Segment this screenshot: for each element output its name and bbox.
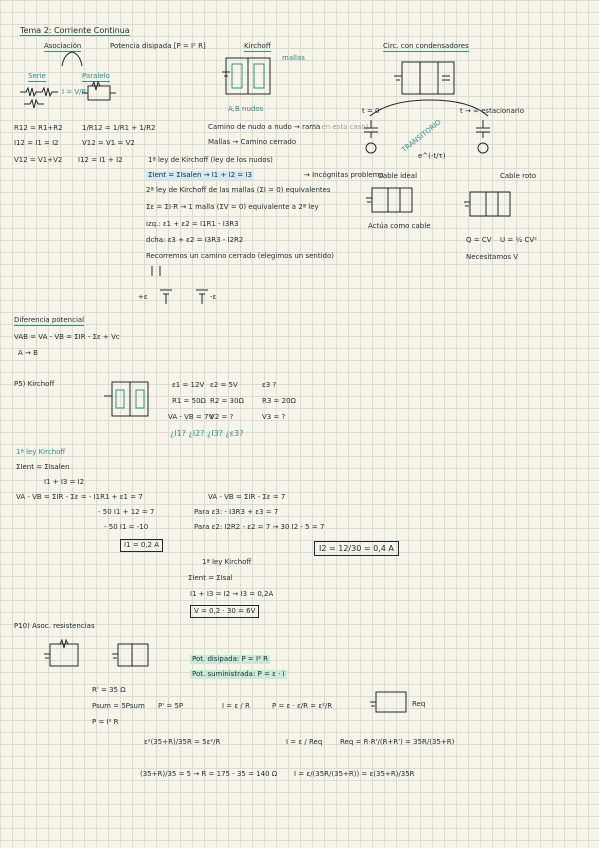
exp-label: e^(-t/τ) [418,152,446,160]
sol-step1: - 50 I1 + 12 = 7 [98,508,155,516]
sign-positive: +ε [138,293,148,301]
kirchoff-circuit-diagram [218,52,280,102]
ley1-title: 1ª ley de Kirchoff (ley de los nudos) [148,156,273,164]
sol-para-e3: Para ε3: - I3R3 + ε3 = 7 [194,508,279,516]
capacitor-circuit-diagram [392,58,464,100]
tinf-label: t → ∞ estacionario [460,107,525,115]
ley2-eq: Σε = ΣI·R → 1 malla (ΣV = 0) equivalente a 2ª ley [146,203,319,211]
recorrer-note: Recorremos un camino cerrado (elegimos un sentido) [146,252,335,260]
diferencia-dir: A → B [18,349,38,357]
p10-req-label: Req [412,700,426,708]
p5-e3: ε3 ? [262,381,277,389]
p5-circuit-diagram [100,376,154,424]
p10-i-final: I = ε/(35R/(35+R)) = ε(35+R)/35R [294,770,415,778]
camino-rama: Camino de nudo a nudo → rama [208,123,321,131]
transitorio-label: TRANSITORIO [400,118,443,154]
t0-capacitor-icon [364,120,378,158]
battery-negative-icon [196,286,208,304]
kirchoff-heading: Kirchoff [244,42,271,50]
p5-r1: R1 = 50Ω [172,397,206,405]
sol-va-vb: VA - VB = ΣIR - Σε = - I1R1 + ε1 = 7 [16,493,143,501]
paralelo-v: V12 = V1 = V2 [82,139,135,147]
serie-i: I12 = I1 = I2 [14,139,59,147]
mallas-label: mallas [282,54,305,62]
cable-ideal-diagram [364,186,416,216]
necesitamos-label: Necesitamos V [466,253,519,261]
p10-p-full: P = ε · ε/R = ε²/R [272,702,333,710]
ley1-note: → Incógnitas problema [304,171,384,179]
sol-ient2: ΣIent = ΣIsal [188,574,233,582]
ley2-title: 2ª ley de Kirchoff de las mallas (ΣI = 0) equivalentes [146,186,331,194]
sol-i1: I1 = 0,2 A [120,539,163,552]
p5-e2: ε2 = 5V [210,381,238,389]
condensadores-heading: Circ. con condensadores [383,42,469,50]
serie-label: Serie [28,72,46,80]
p5-v2: V2 = ? [210,413,234,421]
mallas-def: Mallas → Camino cerrado [208,138,297,146]
p10-req: Req = R·R'/(R+R') = 35R/(35+R) [340,738,455,746]
cable-roto-label: Cable roto [500,172,537,180]
serie-v: V12 = V1+V2 [14,156,63,164]
p10-i-req: I = ε / Req [286,738,323,746]
sol-ient: ΣIent = ΣIsalen [16,463,70,471]
p5-r3: R3 = 20Ω [262,397,296,405]
ohm-law: I = V/R [62,88,87,96]
t0-label: t = 0 [362,107,380,115]
sol-v: V = 0,2 · 30 = 6V [190,605,259,618]
u-eq: U = ½ CV² [500,236,537,244]
camino-rama-note: (1 en esta caso) [312,123,369,131]
p10-circuit-a [42,640,82,668]
p10-circuit-b [110,640,156,668]
ley1-eq: ΣIent = ΣIsalen → I1 + I2 = I3 [148,171,252,179]
battery-positive-icon [160,286,172,304]
p10-pot-disipada: Pot. disipada: P = I² R [192,655,268,663]
nudos-label: A,B nudos [228,105,264,113]
serie-circuit-icon [20,84,60,108]
page-title: Tema 2: Corriente Continua [20,26,130,35]
paralelo-label: Paralelo [82,72,110,80]
p10-big-eq: ε²(35+R)/35R = 5ε²/R [144,738,221,746]
ley2-dcha: dcha: ε3 + ε2 = I3R3 - I2R2 [146,236,244,244]
p5-vab: VA - VB = 7V [168,413,214,421]
diferencia-eq: VAB = VA - VB = ΣIR - Σε + Vc [14,333,120,341]
p5-heading: P5) Kirchoff [14,380,55,388]
diferencia-heading: Diferencia potencial [14,316,85,324]
p5-r2: R2 = 30Ω [210,397,244,405]
paralelo-r12: 1/R12 = 1/R1 + 1/R2 [82,124,156,132]
sign-negative: -ε [210,293,217,301]
serie-r12: R12 = R1+R2 [14,124,63,132]
tinf-capacitor-icon [476,120,490,158]
p5-e1: ε1 = 12V [172,381,205,389]
sol-step2: - 50 I1 = -10 [104,523,149,531]
ley2-izq: izq.: ε1 + ε2 = I1R1 - I3R3 [146,220,239,228]
sol-para-e2: Para ε2: I2R2 - ε2 = 7 → 30 I2 - 5 = 7 [194,523,325,531]
p10-heading: P10) Asoc. resistencias [14,622,95,630]
condensadores-branch [370,98,488,118]
p10-psum: Psum = 5Psum [92,702,145,710]
paralelo-circuit-icon [82,82,116,108]
sol-va-vb2: VA - VB = ΣIR - Σε = 7 [208,493,286,501]
p10-p-eq: P = I² R [92,718,119,726]
cable-roto-diagram [462,190,514,220]
p10-i-eq: I = ε / R [222,702,250,710]
p10-solve: (35+R)/35 = 5 → R = 175 - 35 = 140 Ω [140,770,278,778]
sol-i2: I2 = 12/30 = 0,4 A [314,541,399,556]
actua-cable-label: Actúa como cable [368,222,431,230]
p10-pprime: P' = 5P [158,702,184,710]
sign-arrows [148,264,168,276]
p5-v3: V3 = ? [262,413,286,421]
sol-ley1: 1ª ley Kirchoff [16,448,66,456]
potencia-heading: Potencia disipada [P = I² R] [110,42,206,50]
p10-req-circuit [368,690,408,714]
branch-arcs [52,52,92,72]
sol-i3: I1 + I3 = I2 → I3 = 0,2A [190,590,274,598]
asociacion-heading: Asociación [44,42,82,50]
p10-rprime: R' = 35 Ω [92,686,126,694]
p10-pot-suministrada: Pot. suministrada: P = ε · I [192,670,285,678]
paralelo-i: I12 = I1 + I2 [78,156,123,164]
sol-ley1b: 1ª ley Kirchoff [202,558,252,566]
p5-questions: ¿I1? ¿I2? ¿I3? ¿ε3? [170,429,244,438]
sol-i1i3: I1 + I3 = I2 [44,478,85,486]
cable-ideal-label: Cable ideal [378,172,418,180]
q-eq: Q = CV [466,236,492,244]
